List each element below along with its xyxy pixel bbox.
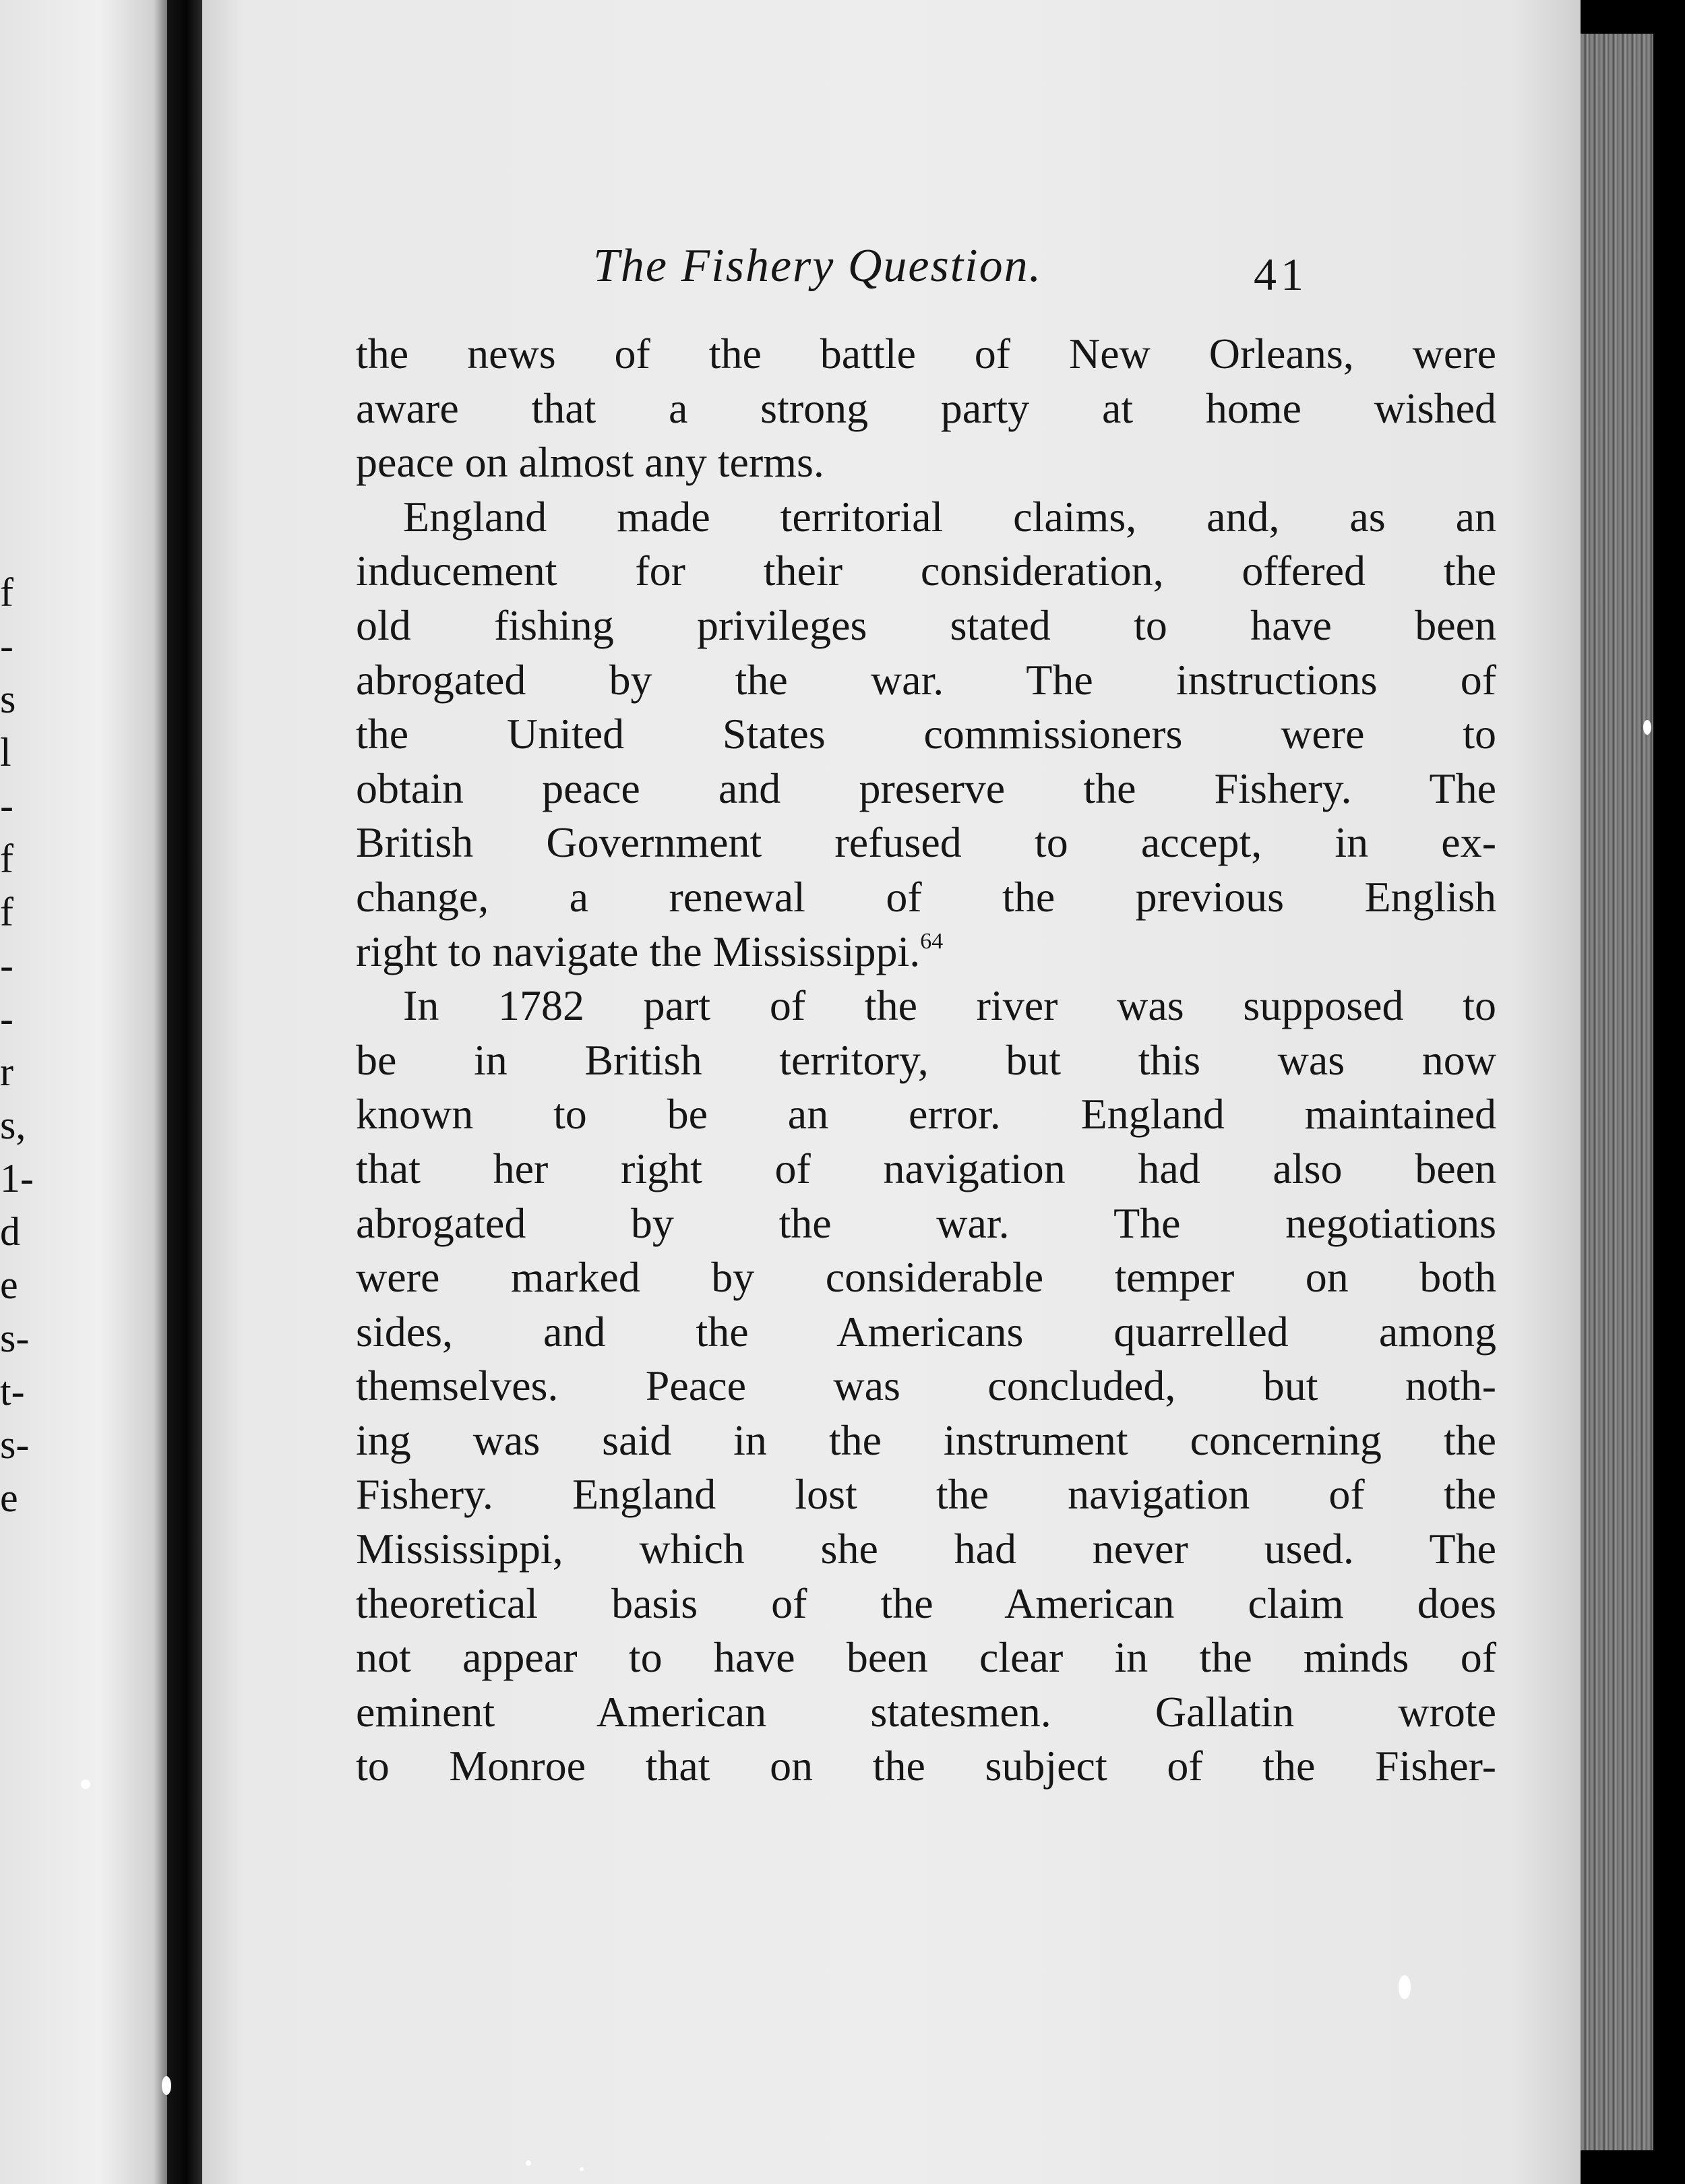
text-line: known to be an error. England maintained <box>356 1090 1496 1139</box>
body-text <box>356 327 1496 1794</box>
text-line: theoretical basis of the American claim does <box>356 1579 1496 1627</box>
text-line: sides, and the Americans quarrelled among <box>356 1307 1496 1356</box>
running-title: The Fishery Question. <box>593 240 1043 292</box>
scan-border-right <box>1653 0 1685 2184</box>
edge-letter: - <box>0 996 13 1041</box>
scan-speck <box>1643 720 1651 735</box>
text-line: old fishing privileges stated to have been <box>356 601 1496 649</box>
edge-letter: - <box>0 783 13 828</box>
edge-letter: - <box>0 624 13 668</box>
text-line: abrogated by the war. The instructions of <box>356 655 1496 704</box>
text-line: were marked by considerable temper on both <box>356 1253 1496 1302</box>
text-line: British Government refused to accept, in ex- <box>356 818 1496 867</box>
edge-letter: e <box>0 1263 18 1307</box>
text-line: Fishery. England lost the navigation of the <box>356 1470 1496 1519</box>
edge-letter: t- <box>0 1369 25 1414</box>
book-page <box>202 0 1581 2184</box>
previous-page-line-endings <box>0 566 34 1525</box>
book-gutter <box>167 0 202 2184</box>
previous-page-edge <box>0 0 167 2184</box>
text-line: the United States commissioners were to <box>356 710 1496 758</box>
edge-letter: d <box>0 1209 20 1254</box>
scan-speck <box>1399 1975 1411 1999</box>
text-line: ing was said in the instrument concerning the <box>356 1416 1496 1464</box>
edge-letter: r <box>0 1050 13 1094</box>
text-line: aware that a strong party at home wished <box>356 384 1496 432</box>
text-line: Mississippi, which she had never used. The <box>356 1525 1496 1573</box>
text-line: inducement for their consideration, offered the <box>356 547 1496 595</box>
text-line: the news of the battle of New Orleans, were <box>356 330 1496 377</box>
text-line: be in British territory, but this was now <box>356 1035 1496 1084</box>
edge-letter: f <box>0 890 13 934</box>
edge-letter: 1- <box>0 1156 34 1201</box>
text-line: right to navigate the Mississippi. <box>356 927 921 975</box>
edge-letter: s <box>0 677 16 721</box>
scan-speck <box>162 2076 171 2095</box>
edge-letter: l <box>0 730 11 775</box>
text-line: peace on almost any terms. <box>356 438 824 487</box>
text-line: to Monroe that on the subject of the Fisher- <box>356 1742 1496 1790</box>
edge-letter: - <box>0 943 13 988</box>
edge-letter: s- <box>0 1422 30 1467</box>
page-edge-stripes <box>1581 34 1653 2150</box>
edge-letter: f <box>0 570 13 615</box>
footnote-reference: 64 <box>920 928 944 954</box>
page-number: 41 <box>1254 249 1308 300</box>
text-line: In 1782 part of the river was supposed to <box>403 981 1496 1030</box>
text-line: England made territorial claims, and, as an <box>403 492 1496 541</box>
edge-letter: s, <box>0 1103 26 1147</box>
scan-speck <box>81 1780 90 1789</box>
text-line: obtain peace and preserve the Fishery. The <box>356 764 1496 812</box>
scan-speck <box>580 2167 584 2171</box>
text-line: change, a renewal of the previous English <box>356 872 1496 921</box>
scan-speck <box>526 2160 531 2166</box>
text-line: that her right of navigation had also been <box>356 1144 1496 1192</box>
edge-letter: e <box>0 1476 18 1520</box>
edge-letter: f <box>0 837 13 881</box>
text-line: eminent American statesmen. Gallatin wrote <box>356 1687 1496 1736</box>
edge-letter: s- <box>0 1316 30 1360</box>
text-line: not appear to have been clear in the minds of <box>356 1633 1496 1682</box>
text-line-with-footnote <box>356 925 1496 979</box>
text-line: abrogated by the war. The negotiations <box>356 1199 1496 1247</box>
running-head <box>202 229 1581 303</box>
text-line: themselves. Peace was concluded, but noth- <box>356 1362 1496 1410</box>
